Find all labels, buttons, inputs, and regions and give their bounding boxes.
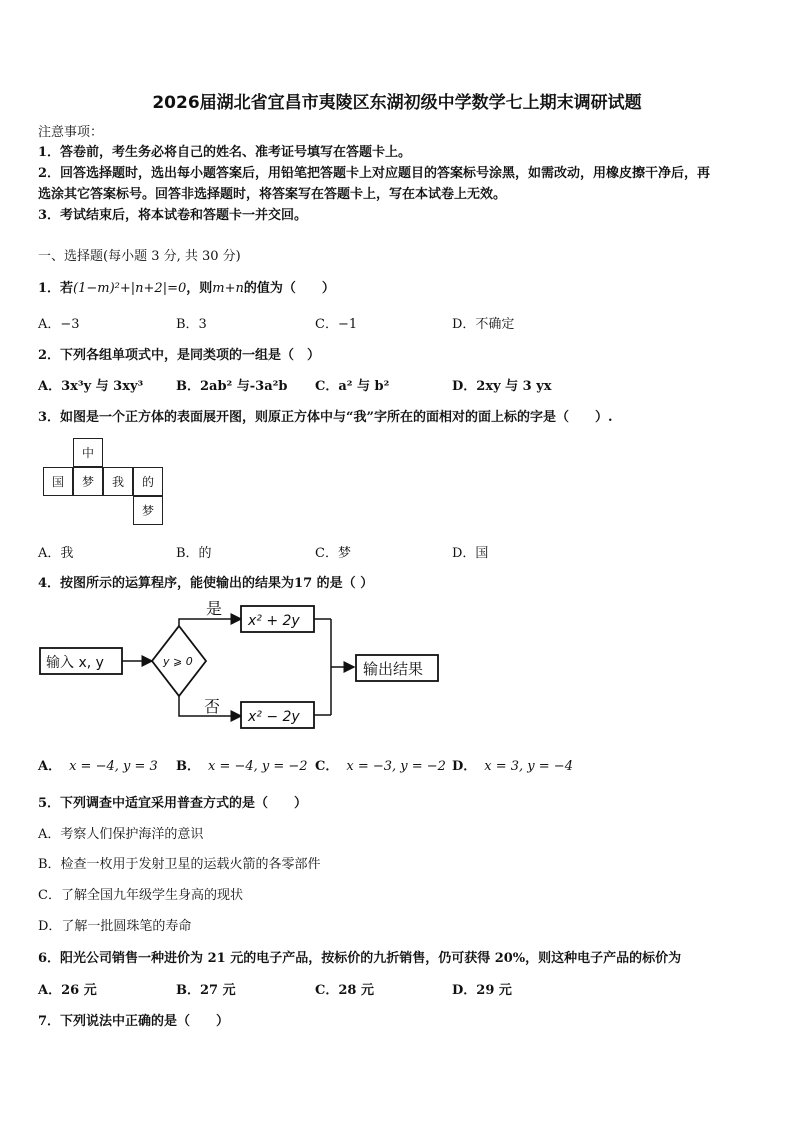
notice-item-3: 3．考试结束后，将本试卷和答题卡一并交回。 (38, 208, 308, 223)
notice-item-2-cont: 选涂其它答案标号。回答非选择题时，将答案写在答题卡上，写在本试卷上无效。 (38, 187, 507, 202)
q3-option-a: A．我 (38, 546, 74, 561)
page-title: 2026届湖北省宜昌市夷陵区东湖初级中学数学七上期末调研试题 (152, 93, 642, 113)
q5-option-b: B．检查一枚用于发射卫星的运载火箭的各零部件 (38, 857, 321, 872)
q6-option-a: A．26 元 (38, 983, 97, 998)
net-cell-zhong: 中 (73, 438, 103, 467)
q3-option-b: B．的 (176, 546, 212, 561)
question-1-stem: 1．若(1−m)²+|n+2|=0，则m+n的值为（ ） (38, 281, 335, 296)
question-2-stem: 2．下列各组单项式中，是同类项的一组是（ ） (38, 348, 321, 363)
question-3-stem: 3．如图是一个正方体的表面展开图，则原正方体中与“我”字所在的面相对的面上标的字是（ ）. (38, 410, 613, 425)
q2-option-c: C．a² 与 b² (315, 379, 390, 394)
flow-no-expr: x² − 2y (248, 709, 300, 725)
net-cell-guo: 国 (43, 467, 73, 496)
notice-heading: 注意事项： (38, 125, 104, 140)
q1-expression: (1−m)²+|n+2|=0 (73, 281, 187, 296)
q1-expression-2: m+n (212, 281, 244, 296)
flow-no-label: 否 (204, 697, 221, 716)
flowchart (36, 596, 446, 736)
q5-option-a: A．考察人们保护海洋的意识 (38, 827, 204, 842)
q6-option-b: B．27 元 (176, 983, 236, 998)
q6-option-d: D．29 元 (452, 983, 512, 998)
question-4-stem: 4．按图所示的运算程序，能使输出的结果为17 的是（ ） (38, 576, 374, 591)
q3-option-c: C．梦 (315, 546, 351, 561)
q3-option-d: D．国 (452, 546, 489, 561)
flow-yes-expr: x² + 2y (248, 613, 300, 629)
q4-option-a: A． x = −4, y = 3 (38, 759, 158, 774)
notice-item-1: 1．答卷前，考生务必将自己的姓名、准考证号填写在答题卡上。 (38, 145, 412, 160)
flow-yes-label: 是 (206, 599, 223, 618)
q2-option-a: A．3x³y 与 3xy³ (38, 379, 144, 394)
flow-condition-label: y ⩾ 0 (163, 655, 193, 668)
q1-option-d: D．不确定 (452, 317, 515, 332)
q1-option-c: C．−1 (315, 317, 358, 332)
net-cell-wo: 我 (103, 467, 133, 496)
question-6-stem: 6．阳光公司销售一种进价为 21 元的电子产品，按标价的九折销售，仍可获得 20%，则这种电子产品的标价为 (38, 951, 682, 966)
q5-option-d: D．了解一批圆珠笔的寿命 (38, 919, 192, 934)
q4-option-d: D． x = 3, y = −4 (452, 759, 573, 774)
question-5-stem: 5．下列调查中适宜采用普查方式的是（ ） (38, 796, 308, 811)
q4-option-c: C． x = −3, y = −2 (315, 759, 446, 774)
question-7-stem: 7．下列说法中正确的是（ ） (38, 1014, 230, 1029)
q1-option-a: A．−3 (38, 317, 80, 332)
q2-option-b: B．2ab² 与-3a²b (176, 379, 288, 394)
flow-output-label: 输出结果 (363, 660, 424, 678)
q5-option-c: C．了解全国九年级学生身高的现状 (38, 888, 243, 903)
section-heading: 一、选择题(每小题 3 分, 共 30 分) (38, 249, 241, 264)
net-cell-de: 的 (133, 467, 163, 496)
net-cell-meng-2: 梦 (133, 496, 163, 525)
q2-option-d: D．2xy 与 3 yx (452, 379, 552, 394)
cube-net (43, 438, 163, 526)
q4-option-b: B． x = −4, y = −2 (176, 759, 308, 774)
flow-input-label: 输入 x, y (46, 655, 104, 671)
q1-option-b: B．3 (176, 317, 207, 332)
net-cell-meng-1: 梦 (73, 467, 103, 496)
notice-item-2: 2．回答选择题时，选出每小题答案后，用铅笔把答题卡上对应题目的答案标号涂黑，如需改动，用橡皮擦干净后，再 (38, 166, 711, 181)
q6-option-c: C．28 元 (315, 983, 374, 998)
